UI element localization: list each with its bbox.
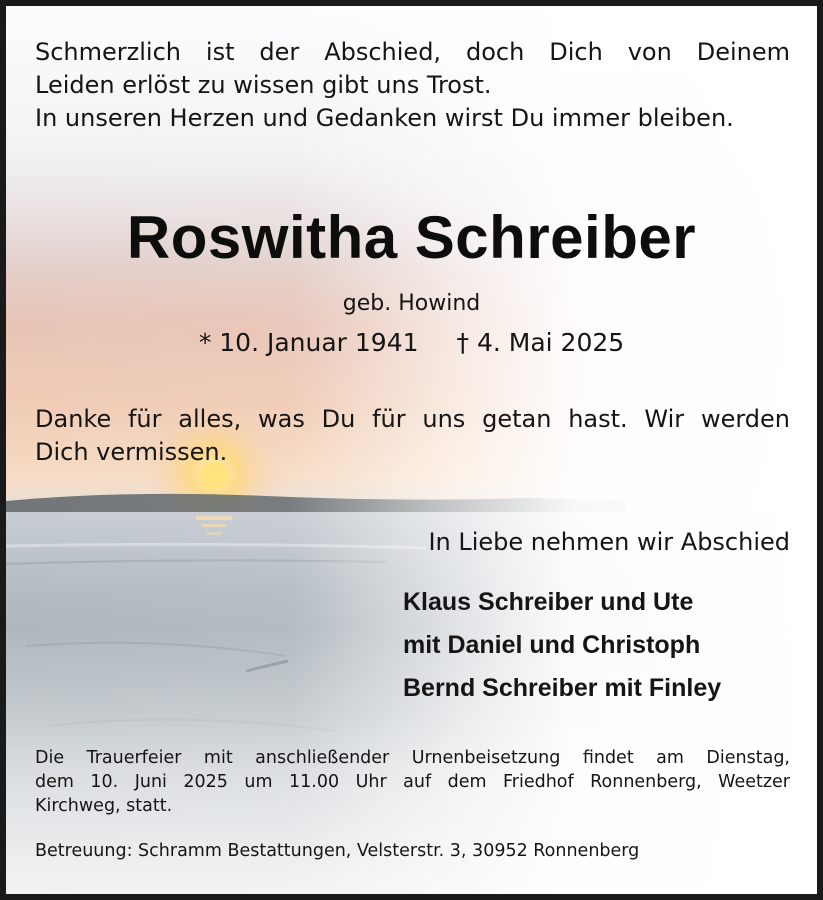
service-line: Die Trauerfeier mit anschließender Urnenbeisetzung findet am Dienstag, [35, 748, 790, 768]
intro-line: Leiden erlöst zu wissen gibt uns Trost. [35, 71, 492, 99]
birth-date: * 10. Januar 1941 [198, 328, 419, 357]
intro-line: In unseren Herzen und Gedanken wirst Du immer bleiben. [35, 104, 734, 132]
birth-name: geb. Howind [342, 291, 481, 316]
family-signature [403, 581, 793, 710]
thanks-text [35, 403, 790, 469]
thanks-line: Danke für alles, was Du für uns getan hast. Wir werden [35, 405, 790, 433]
intro-line: Schmerzlich ist der Abschied, doch Dich von Deinem [35, 38, 790, 66]
intro-verse [35, 36, 790, 135]
service-line: dem 10. Juni 2025 um 11.00 Uhr auf dem Friedhof Ronnenberg, Weetzer [35, 772, 790, 792]
life-dates [6, 326, 817, 360]
obituary-content [6, 6, 817, 894]
family-member-line: Bernd Schreiber mit Finley [403, 674, 722, 702]
service-line: Kirchweg, statt. [35, 796, 173, 816]
funeral-home-info: Betreuung: Schramm Bestattungen, Velsterstr. 3, 30952 Ronnenberg [35, 841, 640, 861]
death-date: † 4. Mai 2025 [456, 328, 625, 357]
family-member-line: mit Daniel und Christoph [403, 631, 701, 659]
family-member-line: Klaus Schreiber und Ute [403, 588, 694, 616]
farewell-line: In Liebe nehmen wir Abschied [428, 528, 790, 556]
funeral-service-info [35, 746, 790, 818]
thanks-line: Dich vermissen. [35, 438, 228, 466]
deceased-name: Roswitha Schreiber [126, 204, 697, 271]
